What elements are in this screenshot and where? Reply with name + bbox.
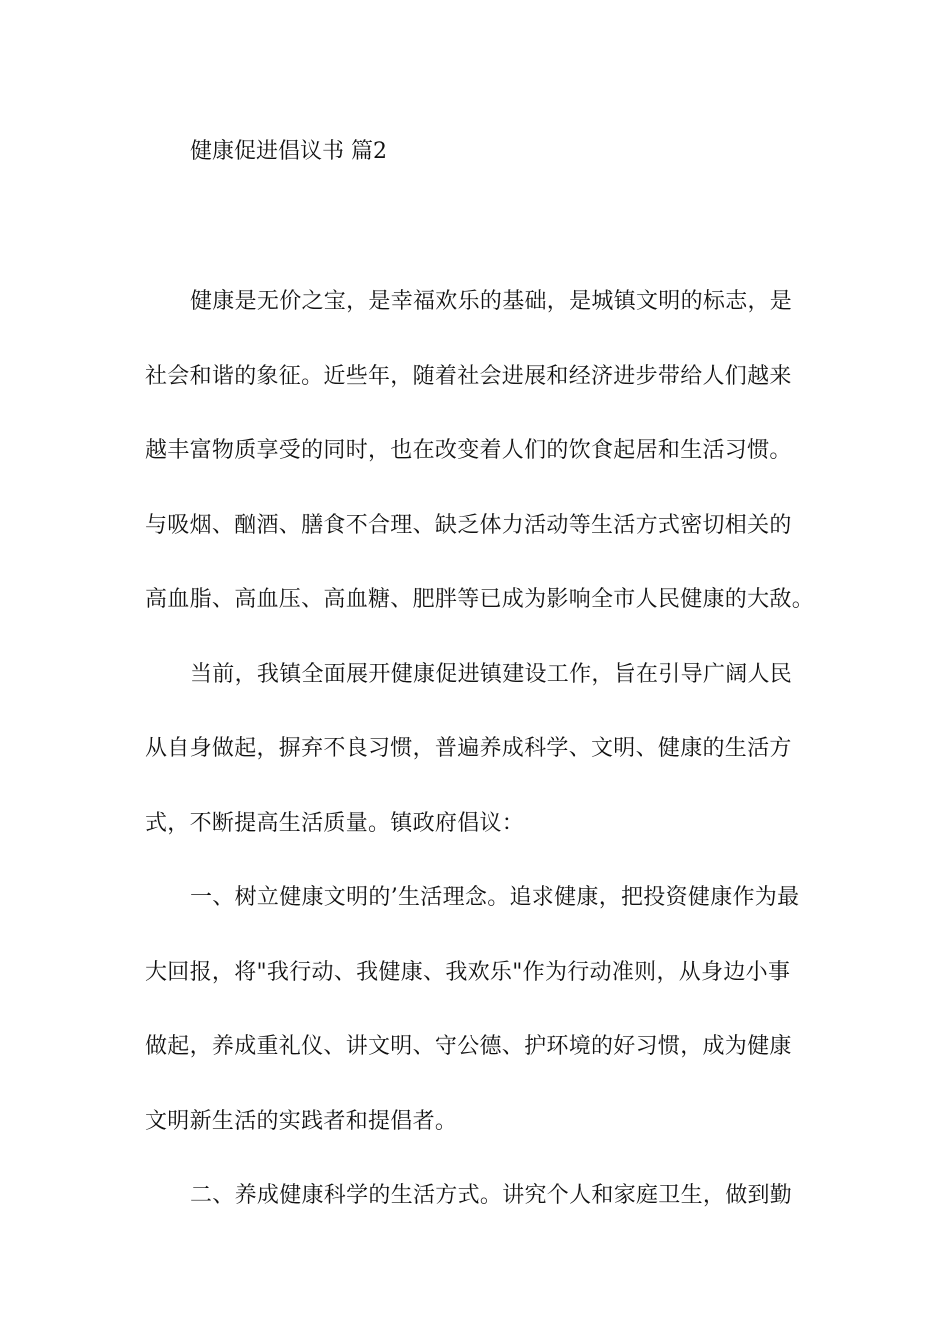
document-title: 健康促进倡议书 篇2	[190, 139, 387, 164]
paragraph-3-line-3: 做起，养成重礼仪、讲文明、守公德、护环境的好习惯，成为健康	[145, 1034, 792, 1059]
paragraph-3-line-1: 一、树立健康文明的’生活理念。追求健康，把投资健康作为最	[190, 885, 800, 910]
paragraph-1-line-1: 健康是无价之宝，是幸福欢乐的基础，是城镇文明的标志，是	[190, 289, 793, 314]
paragraph-3-line-2: 大回报，将"我行动、我健康、我欢乐"作为行动准则，从身边小事	[145, 960, 791, 985]
paragraph-4-line-1: 二、养成健康科学的生活方式。讲究个人和家庭卫生，做到勤	[190, 1183, 793, 1208]
paragraph-2-line-2: 从自身做起，摒弃不良习惯，普遍养成科学、文明、健康的生活方	[145, 736, 792, 761]
paragraph-1-line-3: 越丰富物质享受的同时，也在改变着人们的饮食起居和生活习惯。	[145, 438, 792, 463]
paragraph-2-line-1: 当前，我镇全面展开健康促进镇建设工作，旨在引导广阔人民	[190, 662, 793, 687]
paragraph-2-line-3: 式，不断提高生活质量。镇政府倡议：	[145, 811, 525, 836]
paragraph-3-line-4: 文明新生活的实践者和提倡者。	[145, 1109, 458, 1134]
paragraph-1-line-4: 与吸烟、酗酒、膳食不合理、缺乏体力活动等生活方式密切相关的	[145, 513, 792, 538]
paragraph-1-line-5: 高血脂、高血压、高血糖、肥胖等已成为影响全市人民健康的大敌。	[145, 587, 815, 612]
paragraph-1-line-2: 社会和谐的象征。近些年，随着社会进展和经济进步带给人们越来	[145, 364, 792, 389]
